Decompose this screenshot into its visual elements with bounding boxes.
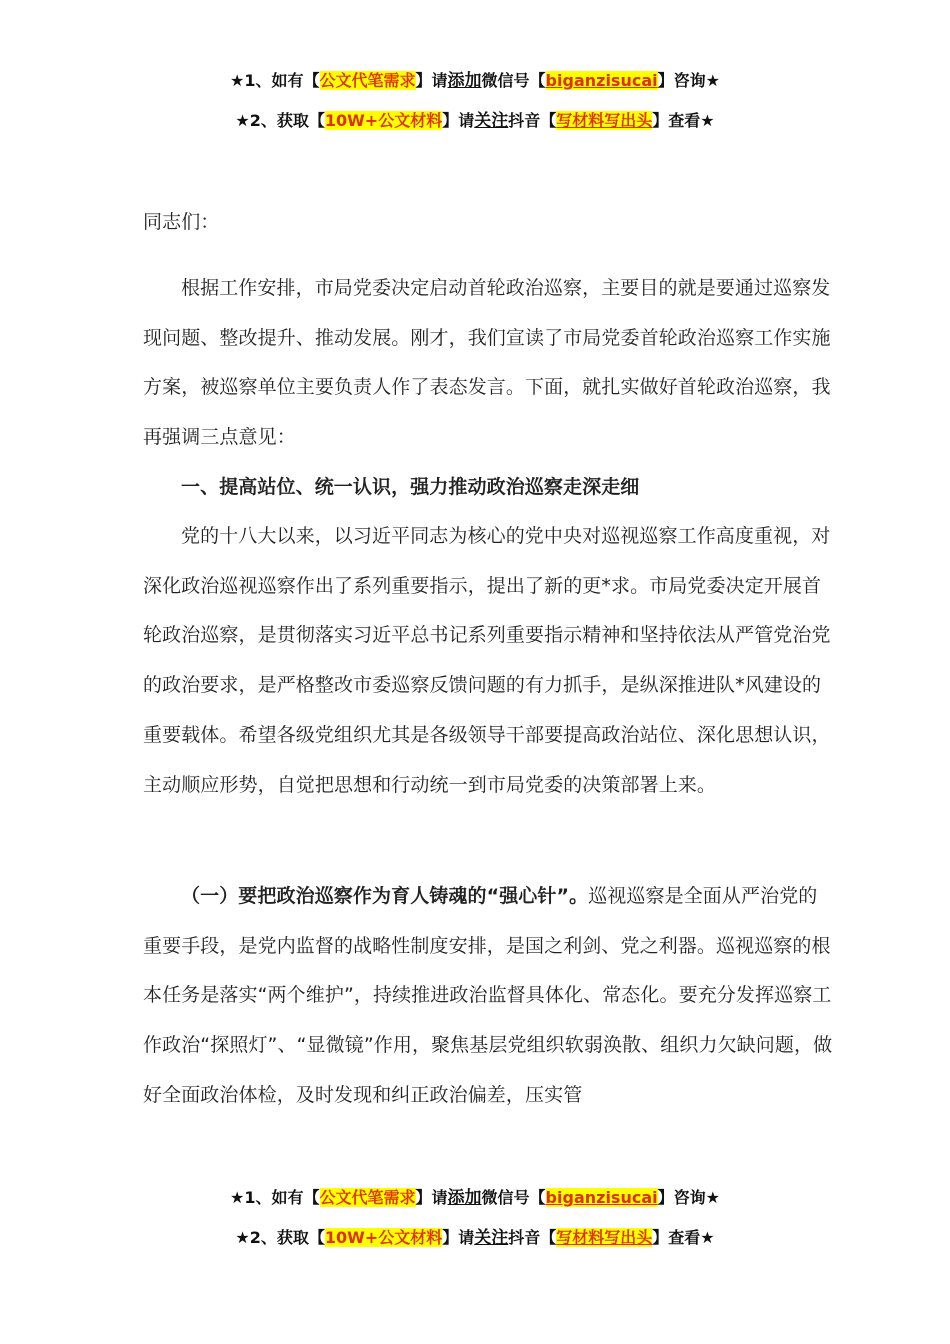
promo-line-1-top: ★1、如有【公文代笔需求】请添加微信号【biganzisucai】咨询★ xyxy=(230,71,720,91)
highlight-service-bottom: 公文代笔需求 xyxy=(319,1188,416,1207)
point-1-text: 巡视巡察是全面从严治党的重要手段，是党内监督的战略性制度安排，是国之利剑、党之利器。巡视巡察的根本任务是落实“两个维护”，持续推进政治监督具体化、常态化。要充分发挥巡察工作政治“探照灯”、“显微镜”作用，聚焦基层党组织软弱涣散、组织力欠缺问题，做好全面政治体检，及时发现和纠正政治偏差，压实管 xyxy=(143,885,833,1106)
section-heading-1: 一、提高站位、统一认识，强力推动政治巡察走深走细 xyxy=(181,476,640,498)
promo-line-2-bottom: ★2、获取【10W+公文材料】请关注抖音【写材料写出头】查看★ xyxy=(235,1228,715,1248)
highlight-service: 公文代笔需求 xyxy=(319,71,416,90)
point-1-heading: （一）要把政治巡察作为育人铸魂的“强心针”。 xyxy=(181,885,589,907)
douyin-account-link-bottom[interactable]: 写材料写出头 xyxy=(556,1228,653,1247)
wechat-id-link-bottom[interactable]: biganzisucai xyxy=(545,1188,658,1207)
paragraph-intro: 根据工作安排，市局党委决定启动首轮政治巡察，主要目的就是要通过巡察发现问题、整改提升、推动发展。刚才，我们宣读了市局党委首轮政治巡察工作实施方案，被巡察单位主要负责人作了表态发言。下面，就扎实做好首轮政治巡察，我再强调三点意见： xyxy=(143,277,831,449)
greeting: 同志们： xyxy=(143,211,220,233)
paragraph-point-1 xyxy=(143,872,833,1121)
highlight-materials-bottom: 10W+公文材料 xyxy=(324,1228,443,1247)
douyin-account-link[interactable]: 写材料写出头 xyxy=(556,111,653,130)
paragraph-section-1: 党的十八大以来，以习近平同志为核心的党中央对巡视巡察工作高度重视，对深化政治巡视巡察作出了系列重要指示，提出了新的更*求。市局党委决定开展首轮政治巡察，是贯彻落实习近平总书记系列重要指示精神和坚持依法从严管党治党的政治要求，是严格整改市委巡察反馈问题的有力抓手，是纵深推进队*风建设的重要载体。希望各级党组织尤其是各级领导干部要提高政治站位、深化思想认识，主动顺应形势，自觉把思想和行动统一到市局党委的决策部署上来。 xyxy=(143,525,831,796)
wechat-id-link[interactable]: biganzisucai xyxy=(545,71,658,90)
promo-line-2-top: ★2、获取【10W+公文材料】请关注抖音【写材料写出头】查看★ xyxy=(235,111,715,131)
highlight-materials: 10W+公文材料 xyxy=(324,111,443,130)
promo-line-1-bottom: ★1、如有【公文代笔需求】请添加微信号【biganzisucai】咨询★ xyxy=(230,1188,720,1208)
